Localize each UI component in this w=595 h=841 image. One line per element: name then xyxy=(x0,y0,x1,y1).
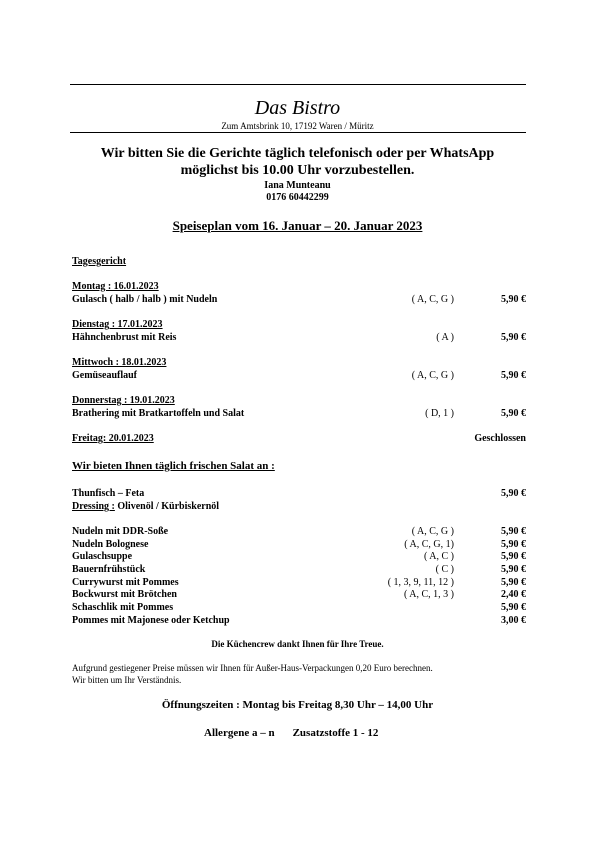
restaurant-address: Zum Amtsbrink 10, 17192 Waren / Müritz xyxy=(221,121,374,131)
menu-item-price: 5,90 € xyxy=(501,526,526,537)
packaging-notice: Aufgrund gestiegener Preise müssen wir Ihnen für Außer-Haus-Verpackungen 0,20 Euro berechnen. xyxy=(72,663,433,673)
header-rule xyxy=(70,132,526,133)
salad-price: 5,90 € xyxy=(501,488,526,499)
day-label-thursday: Donnerstag : 19.01.2023 xyxy=(72,395,175,406)
restaurant-name: Das Bistro xyxy=(254,97,341,119)
dish-price: 5,90 € xyxy=(501,294,526,305)
menu-item-allergens: ( A, C ) xyxy=(424,551,454,562)
menu-item-name: Nudeln Bolognese xyxy=(72,539,149,550)
menu-item-price: 2,40 € xyxy=(501,589,526,600)
salad-row xyxy=(72,488,526,501)
closed-status: Geschlossen xyxy=(474,433,526,444)
menu-item-allergens: ( 1, 3, 9, 11, 12 ) xyxy=(387,577,454,588)
menu-item-price: 5,90 € xyxy=(501,564,526,575)
menu-item-price: 5,90 € xyxy=(501,539,526,550)
menu-item-name: Bockwurst mit Brötchen xyxy=(72,589,177,600)
menu-row xyxy=(72,551,526,564)
allergens-range: Allergene a – n xyxy=(204,727,275,739)
dish-allergens: ( A, C, G ) xyxy=(411,294,454,305)
menu-plan-title: Speiseplan vom 16. Januar – 20. Januar 2023 xyxy=(172,218,423,233)
order-notice-line1: Wir bitten Sie die Gerichte täglich telefonisch oder per WhatsApp xyxy=(100,146,495,161)
contact-name: Iana Munteanu xyxy=(264,180,331,191)
dish-price: 5,90 € xyxy=(501,370,526,381)
menu-item-allergens: ( A, C, G, 1) xyxy=(404,539,454,550)
day-label-friday: Freitag: 20.01.2023 xyxy=(72,433,154,444)
daily-dish-row xyxy=(72,332,526,345)
friday-row xyxy=(72,433,526,446)
dressing-row xyxy=(72,501,526,514)
day-label-monday: Montag : 16.01.2023 xyxy=(72,281,159,292)
menu-item-price: 3,00 € xyxy=(501,615,526,626)
daily-dish-row xyxy=(72,370,526,383)
dish-price: 5,90 € xyxy=(501,332,526,343)
salad-name: Thunfisch – Feta xyxy=(72,488,145,499)
daily-dish-row xyxy=(72,408,526,421)
menu-item-name: Nudeln mit DDR-Soße xyxy=(72,526,169,537)
menu-item-price: 5,90 € xyxy=(501,551,526,562)
daily-dish-heading: Tagesgericht xyxy=(72,256,127,267)
opening-hours: Öffnungszeiten : Montag bis Freitag 8,30 Uhr – 14,00 Uhr xyxy=(161,699,434,711)
additives-range: Zusatzstoffe 1 - 12 xyxy=(292,727,379,739)
dressing-value: Olivenöl / Kürbiskernöl xyxy=(114,501,220,512)
menu-item-name: Gulaschsuppe xyxy=(72,551,133,562)
dish-name: Brathering mit Bratkartoffeln und Salat xyxy=(72,408,245,419)
menu-row xyxy=(72,602,526,615)
dish-name: Gulasch ( halb / halb ) mit Nudeln xyxy=(72,294,218,305)
dressing-label: Dressing : xyxy=(72,501,115,512)
menu-item-allergens: ( C ) xyxy=(435,564,454,575)
menu-row xyxy=(72,589,526,602)
order-notice-line2: möglichst bis 10.00 Uhr vorzubestellen. xyxy=(180,163,415,178)
dish-name: Hähnchenbrust mit Reis xyxy=(72,332,177,343)
day-label-tuesday: Dienstag : 17.01.2023 xyxy=(72,319,163,330)
day-label-wednesday: Mittwoch : 18.01.2023 xyxy=(72,357,167,368)
dish-price: 5,90 € xyxy=(501,408,526,419)
dish-allergens: ( A ) xyxy=(436,332,454,343)
dressing-text xyxy=(72,501,219,512)
contact-phone: 0176 60442299 xyxy=(266,192,329,203)
menu-item-price: 5,90 € xyxy=(501,602,526,613)
thanks-note: Die Küchencrew dankt Ihnen für Ihre Treue. xyxy=(211,639,384,649)
menu-item-name: Currywurst mit Pommes xyxy=(72,577,179,588)
menu-row xyxy=(72,564,526,577)
menu-item-name: Schaschlik mit Pommes xyxy=(72,602,174,613)
menu-item-price: 5,90 € xyxy=(501,577,526,588)
understanding-note: Wir bitten um Ihr Verständnis. xyxy=(72,675,182,685)
menu-item-name: Bauernfrühstück xyxy=(72,564,146,575)
menu-item-allergens: ( A, C, 1, 3 ) xyxy=(404,589,454,600)
menu-item-allergens: ( A, C, G ) xyxy=(411,526,454,537)
dish-name: Gemüseauflauf xyxy=(72,370,137,381)
salad-heading: Wir bieten Ihnen täglich frischen Salat an : xyxy=(72,460,275,472)
menu-row xyxy=(72,526,526,539)
top-rule xyxy=(70,84,526,85)
menu-item-name: Pommes mit Majonese oder Ketchup xyxy=(72,615,230,626)
menu-row xyxy=(72,615,526,628)
allergen-legend xyxy=(204,727,396,739)
daily-dish-row xyxy=(72,294,526,307)
dish-allergens: ( D, 1 ) xyxy=(425,408,454,419)
dish-allergens: ( A, C, G ) xyxy=(411,370,454,381)
